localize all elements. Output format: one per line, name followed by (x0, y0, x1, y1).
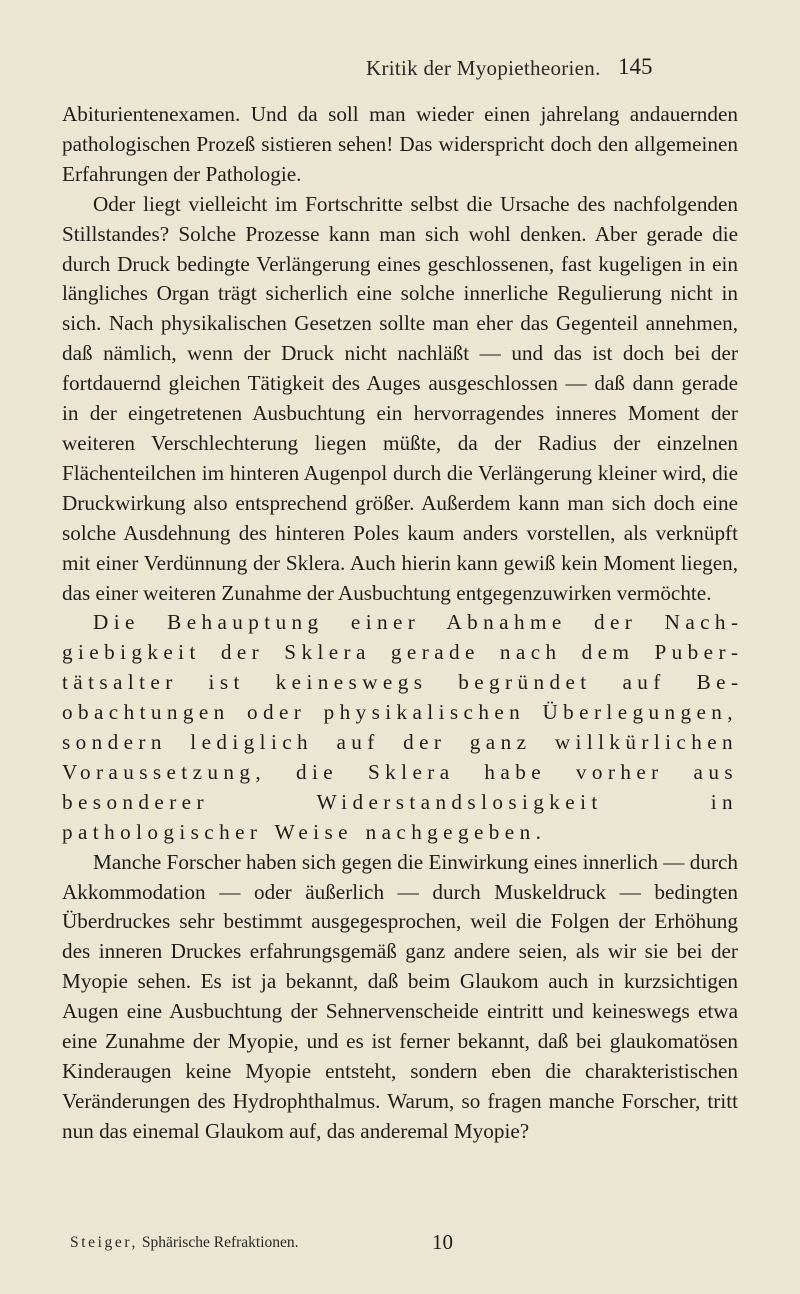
paragraph-spaced-emphasis: Die Behauptung einer Abnahme der Nachgiebigkeit der Sklera gerade nach dem Pubertätsalter ist keineswegs begründet auf Beobachtungen oder physikalischen Überlegungen, sondern lediglich auf der ganz willkürlichen Voraussetzung, die Sklera habe vorher aus besonderer Widerstandslosigkeit in pathologischer Weise nachgegeben. (62, 610, 738, 844)
paragraph-continuation: Abiturientenexamen. Und da soll man wieder einen jahrelang andauernden pathologischen Prozeß sistieren sehen! Das widerspricht doch den allgemeinen Erfahrungen der Pathologie. (62, 102, 738, 186)
signature-mark: 10 (432, 1230, 453, 1254)
running-head (0, 56, 800, 88)
page-footer (70, 1232, 670, 1262)
body-text (62, 100, 738, 1147)
footer-source (70, 1234, 299, 1252)
paragraph-glaukom: Manche Forscher haben sich gegen die Einwirkung eines innerlich — durch Akkommodation — oder äußerlich — durch Muskeldruck — bedingten Überdruckes sehr bestimmt ausgegesprochen, weil die Folgen der Erhöhung des inneren Druckes erfahrungsgemäß ganz andere seien, als wir sie bei der Myopie sehen. Es ist ja bekannt, daß beim Glaukom auch in kurzsichtigen Augen eine Ausbuchtung der Sehnervenscheide eintritt und keineswegs etwa eine Zunahme der Myopie, und es ist ferner bekannt, daß bei glaukomatösen Kinderaugen keine Myopie entsteht, sondern eben die charakteristischen Veränderungen des Hydrophthalmus. Warum, so fragen manche Forscher, tritt nun das einemal Glaukom auf, das anderemal Myopie? (62, 849, 738, 1143)
footer-source-title: Sphärische Refraktionen. (141, 1234, 299, 1251)
running-title: Kritik der Myopietheorien. (366, 56, 601, 80)
page-number: 145 (618, 54, 653, 79)
footer-author: Steiger, (70, 1234, 138, 1251)
paragraph-stillstand: Oder liegt vielleicht im Fortschritte selbst die Ursache des nachfolgenden Stillstandes? Solche Prozesse kann man sich wohl denken. Aber gerade die durch Druck bedingte Verlängerung eines geschlossenen, fast kugeligen in ein längliches Organ trägt sicherlich eine solche innerliche Regulierung nicht in sich. Nach physikalischen Gesetzen sollte man eher das Gegenteil annehmen, daß nämlich, wenn der Druck nicht nachläßt — und das ist doch bei der fortdauernd gleichen Tätigkeit des Auges ausgeschlossen — daß dann gerade in der eingetretenen Ausbuchtung ein hervorragendes inneres Moment der weiteren Verschlechterung liegen müßte, da der Radius der einzelnen Flächenteilchen im hinteren Augenpol durch die Verlängerung kleiner wird, die Druckwirkung also entsprechend größer. Außerdem kann man sich doch eine solche Ausdehnung des hinteren Poles kaum anders vorstellen, als verknüpft mit einer Verdünnung der Sklera. Auch hierin kann gewiß kein Moment liegen, das einer weiteren Zunahme der Ausbuchtung entgegenzuwirken vermöchte. (62, 191, 738, 605)
